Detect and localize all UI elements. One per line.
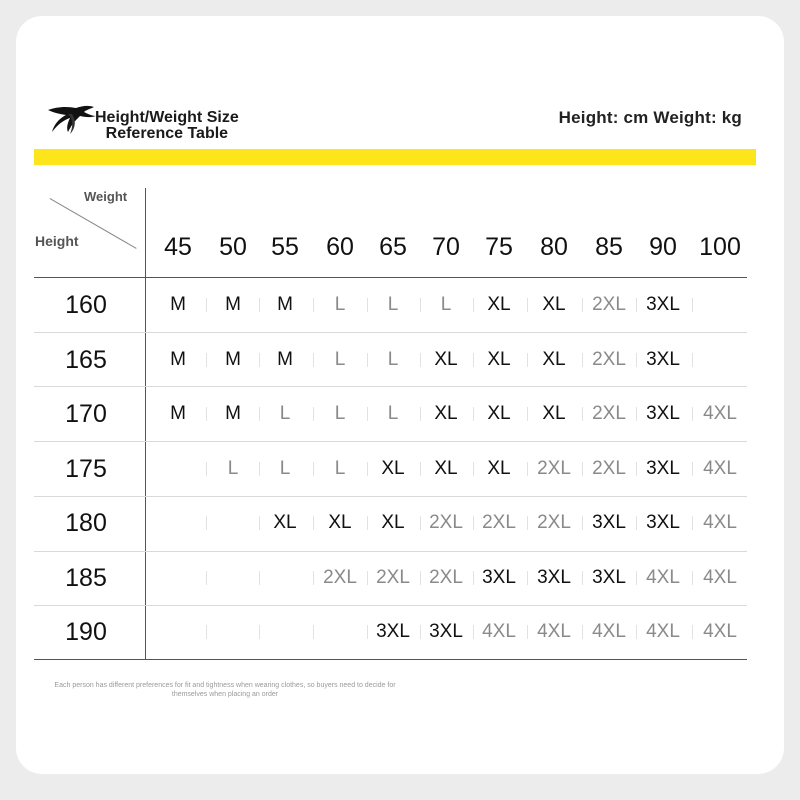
cell-divider	[367, 298, 368, 312]
cell-divider	[692, 407, 693, 421]
cell-divider	[206, 516, 207, 530]
cell-divider	[527, 462, 528, 476]
cell-divider	[527, 571, 528, 585]
row-separator	[34, 332, 747, 333]
row-separator	[34, 441, 747, 442]
cell-divider	[367, 462, 368, 476]
row-separator	[34, 659, 747, 660]
cell-divider	[259, 353, 260, 367]
cell-divider	[367, 516, 368, 530]
size-cell: 3XL	[646, 294, 680, 315]
cell-divider	[692, 625, 693, 639]
cell-divider	[473, 298, 474, 312]
cell-divider	[473, 462, 474, 476]
size-cell: 2XL	[592, 349, 626, 370]
cell-divider	[206, 625, 207, 639]
size-cell: 4XL	[646, 621, 680, 642]
size-cell: 2XL	[482, 512, 516, 533]
cell-divider	[473, 353, 474, 367]
cell-divider	[367, 353, 368, 367]
weight-column-header: 75	[485, 233, 513, 261]
cell-divider	[367, 625, 368, 639]
cell-divider	[313, 298, 314, 312]
size-cell: L	[387, 349, 399, 370]
cell-divider	[692, 298, 693, 312]
size-cell: 4XL	[703, 512, 737, 533]
cell-divider	[636, 516, 637, 530]
size-cell: XL	[434, 403, 458, 424]
cell-divider	[636, 353, 637, 367]
height-row-header: 175	[65, 455, 107, 483]
size-cell: 3XL	[482, 567, 516, 588]
cell-divider	[420, 407, 421, 421]
cell-divider	[367, 571, 368, 585]
size-cell: M	[277, 349, 293, 370]
cell-divider	[259, 298, 260, 312]
size-cell: 3XL	[376, 621, 410, 642]
size-cell: 3XL	[646, 458, 680, 479]
height-row-header: 180	[65, 509, 107, 537]
size-cell: 2XL	[376, 567, 410, 588]
weight-column-header: 70	[432, 233, 460, 261]
cell-divider	[206, 353, 207, 367]
size-cell: 3XL	[592, 512, 626, 533]
row-separator	[34, 386, 747, 387]
size-cell: XL	[381, 458, 405, 479]
cell-divider	[420, 571, 421, 585]
weight-column-header: 85	[595, 233, 623, 261]
size-cell: L	[387, 403, 399, 424]
size-cell: L	[334, 403, 346, 424]
cell-divider	[473, 516, 474, 530]
cell-divider	[420, 462, 421, 476]
cell-divider	[527, 298, 528, 312]
size-cell: 4XL	[703, 621, 737, 642]
cell-divider	[582, 571, 583, 585]
cell-divider	[313, 462, 314, 476]
cell-divider	[206, 462, 207, 476]
cell-divider	[206, 407, 207, 421]
cell-divider	[313, 353, 314, 367]
size-cell: XL	[542, 403, 566, 424]
size-cell: M	[225, 349, 241, 370]
weight-column-header: 50	[219, 233, 247, 261]
size-cell: M	[170, 294, 186, 315]
size-cell: 2XL	[592, 294, 626, 315]
cell-divider	[259, 407, 260, 421]
size-cell: XL	[542, 349, 566, 370]
cell-divider	[636, 571, 637, 585]
cell-divider	[259, 462, 260, 476]
size-cell: 3XL	[646, 403, 680, 424]
size-cell: M	[225, 403, 241, 424]
fit-disclaimer-note: Each person has different preferences for fit and tightness when wearing clothes, so buyers need to decide for themselves when placing an order	[54, 682, 396, 698]
cell-divider	[259, 571, 260, 585]
cell-divider	[636, 462, 637, 476]
cell-divider	[473, 407, 474, 421]
cell-divider	[527, 407, 528, 421]
size-cell: 2XL	[537, 512, 571, 533]
units-label: Height: cm Weight: kg	[558, 108, 742, 127]
cell-divider	[473, 625, 474, 639]
size-cell: 3XL	[646, 349, 680, 370]
height-row-header: 165	[65, 346, 107, 374]
size-cell: XL	[434, 349, 458, 370]
row-separator	[34, 496, 747, 497]
cell-divider	[582, 298, 583, 312]
cell-divider	[692, 516, 693, 530]
size-cell: M	[277, 294, 293, 315]
size-cell: 4XL	[482, 621, 516, 642]
size-cell: L	[440, 294, 452, 315]
column-divider	[145, 188, 146, 659]
cell-divider	[582, 625, 583, 639]
size-cell: L	[227, 458, 239, 479]
size-cell: XL	[273, 512, 297, 533]
size-cell: XL	[434, 458, 458, 479]
size-cell: L	[279, 403, 291, 424]
size-cell: 3XL	[429, 621, 463, 642]
cell-divider	[692, 462, 693, 476]
size-cell: XL	[487, 458, 511, 479]
size-cell: L	[334, 349, 346, 370]
cell-divider	[367, 407, 368, 421]
cell-divider	[692, 353, 693, 367]
size-cell: L	[279, 458, 291, 479]
size-cell: 4XL	[703, 403, 737, 424]
cell-divider	[582, 462, 583, 476]
size-cell: 2XL	[429, 512, 463, 533]
row-separator	[34, 605, 747, 606]
size-cell: 2XL	[592, 458, 626, 479]
cell-divider	[206, 571, 207, 585]
cell-divider	[582, 407, 583, 421]
size-cell: M	[225, 294, 241, 315]
cell-divider	[420, 516, 421, 530]
cell-divider	[582, 516, 583, 530]
title-line-2: Reference Table	[105, 125, 229, 142]
height-row-header: 190	[65, 618, 107, 646]
size-cell: 3XL	[646, 512, 680, 533]
cell-divider	[420, 298, 421, 312]
corner-height-label: Height	[35, 233, 79, 249]
weight-column-header: 55	[271, 233, 299, 261]
weight-column-header: 65	[379, 233, 407, 261]
cell-divider	[636, 625, 637, 639]
cell-divider	[420, 625, 421, 639]
cell-divider	[206, 298, 207, 312]
row-separator	[34, 551, 747, 552]
cell-divider	[259, 625, 260, 639]
row-separator	[34, 277, 747, 278]
cell-divider	[527, 353, 528, 367]
weight-column-header: 90	[649, 233, 677, 261]
cell-divider	[420, 353, 421, 367]
cell-divider	[313, 516, 314, 530]
size-cell: M	[170, 349, 186, 370]
cell-divider	[313, 571, 314, 585]
cell-divider	[473, 571, 474, 585]
cell-divider	[527, 516, 528, 530]
cell-divider	[582, 353, 583, 367]
size-cell: 4XL	[537, 621, 571, 642]
size-cell: XL	[487, 294, 511, 315]
cell-divider	[527, 625, 528, 639]
size-cell: XL	[381, 512, 405, 533]
size-cell: 4XL	[703, 458, 737, 479]
weight-column-header: 60	[326, 233, 354, 261]
cell-divider	[692, 571, 693, 585]
corner-weight-label: Weight	[84, 189, 128, 204]
height-row-header: 160	[65, 291, 107, 319]
weight-column-header: 80	[540, 233, 568, 261]
cell-divider	[313, 625, 314, 639]
size-cell: XL	[328, 512, 352, 533]
cell-divider	[313, 407, 314, 421]
size-cell: L	[387, 294, 399, 315]
size-cell: L	[334, 294, 346, 315]
size-cell: M	[170, 403, 186, 424]
size-cell: 3XL	[592, 567, 626, 588]
size-cell: 4XL	[592, 621, 626, 642]
size-cell: 2XL	[323, 567, 357, 588]
size-cell: 2XL	[429, 567, 463, 588]
cell-divider	[259, 516, 260, 530]
size-cell: 4XL	[646, 567, 680, 588]
size-cell: 4XL	[703, 567, 737, 588]
size-cell: 3XL	[537, 567, 571, 588]
size-cell: L	[334, 458, 346, 479]
size-cell: XL	[487, 349, 511, 370]
height-row-header: 185	[65, 564, 107, 592]
title-line-1: Height/Weight Size	[95, 109, 239, 126]
weight-column-header: 45	[164, 233, 192, 261]
size-cell: 2XL	[592, 403, 626, 424]
cell-divider	[636, 407, 637, 421]
size-cell: XL	[542, 294, 566, 315]
height-row-header: 170	[65, 400, 107, 428]
weight-column-header: 100	[699, 233, 741, 261]
size-cell: XL	[487, 403, 511, 424]
cell-divider	[636, 298, 637, 312]
size-cell: 2XL	[537, 458, 571, 479]
